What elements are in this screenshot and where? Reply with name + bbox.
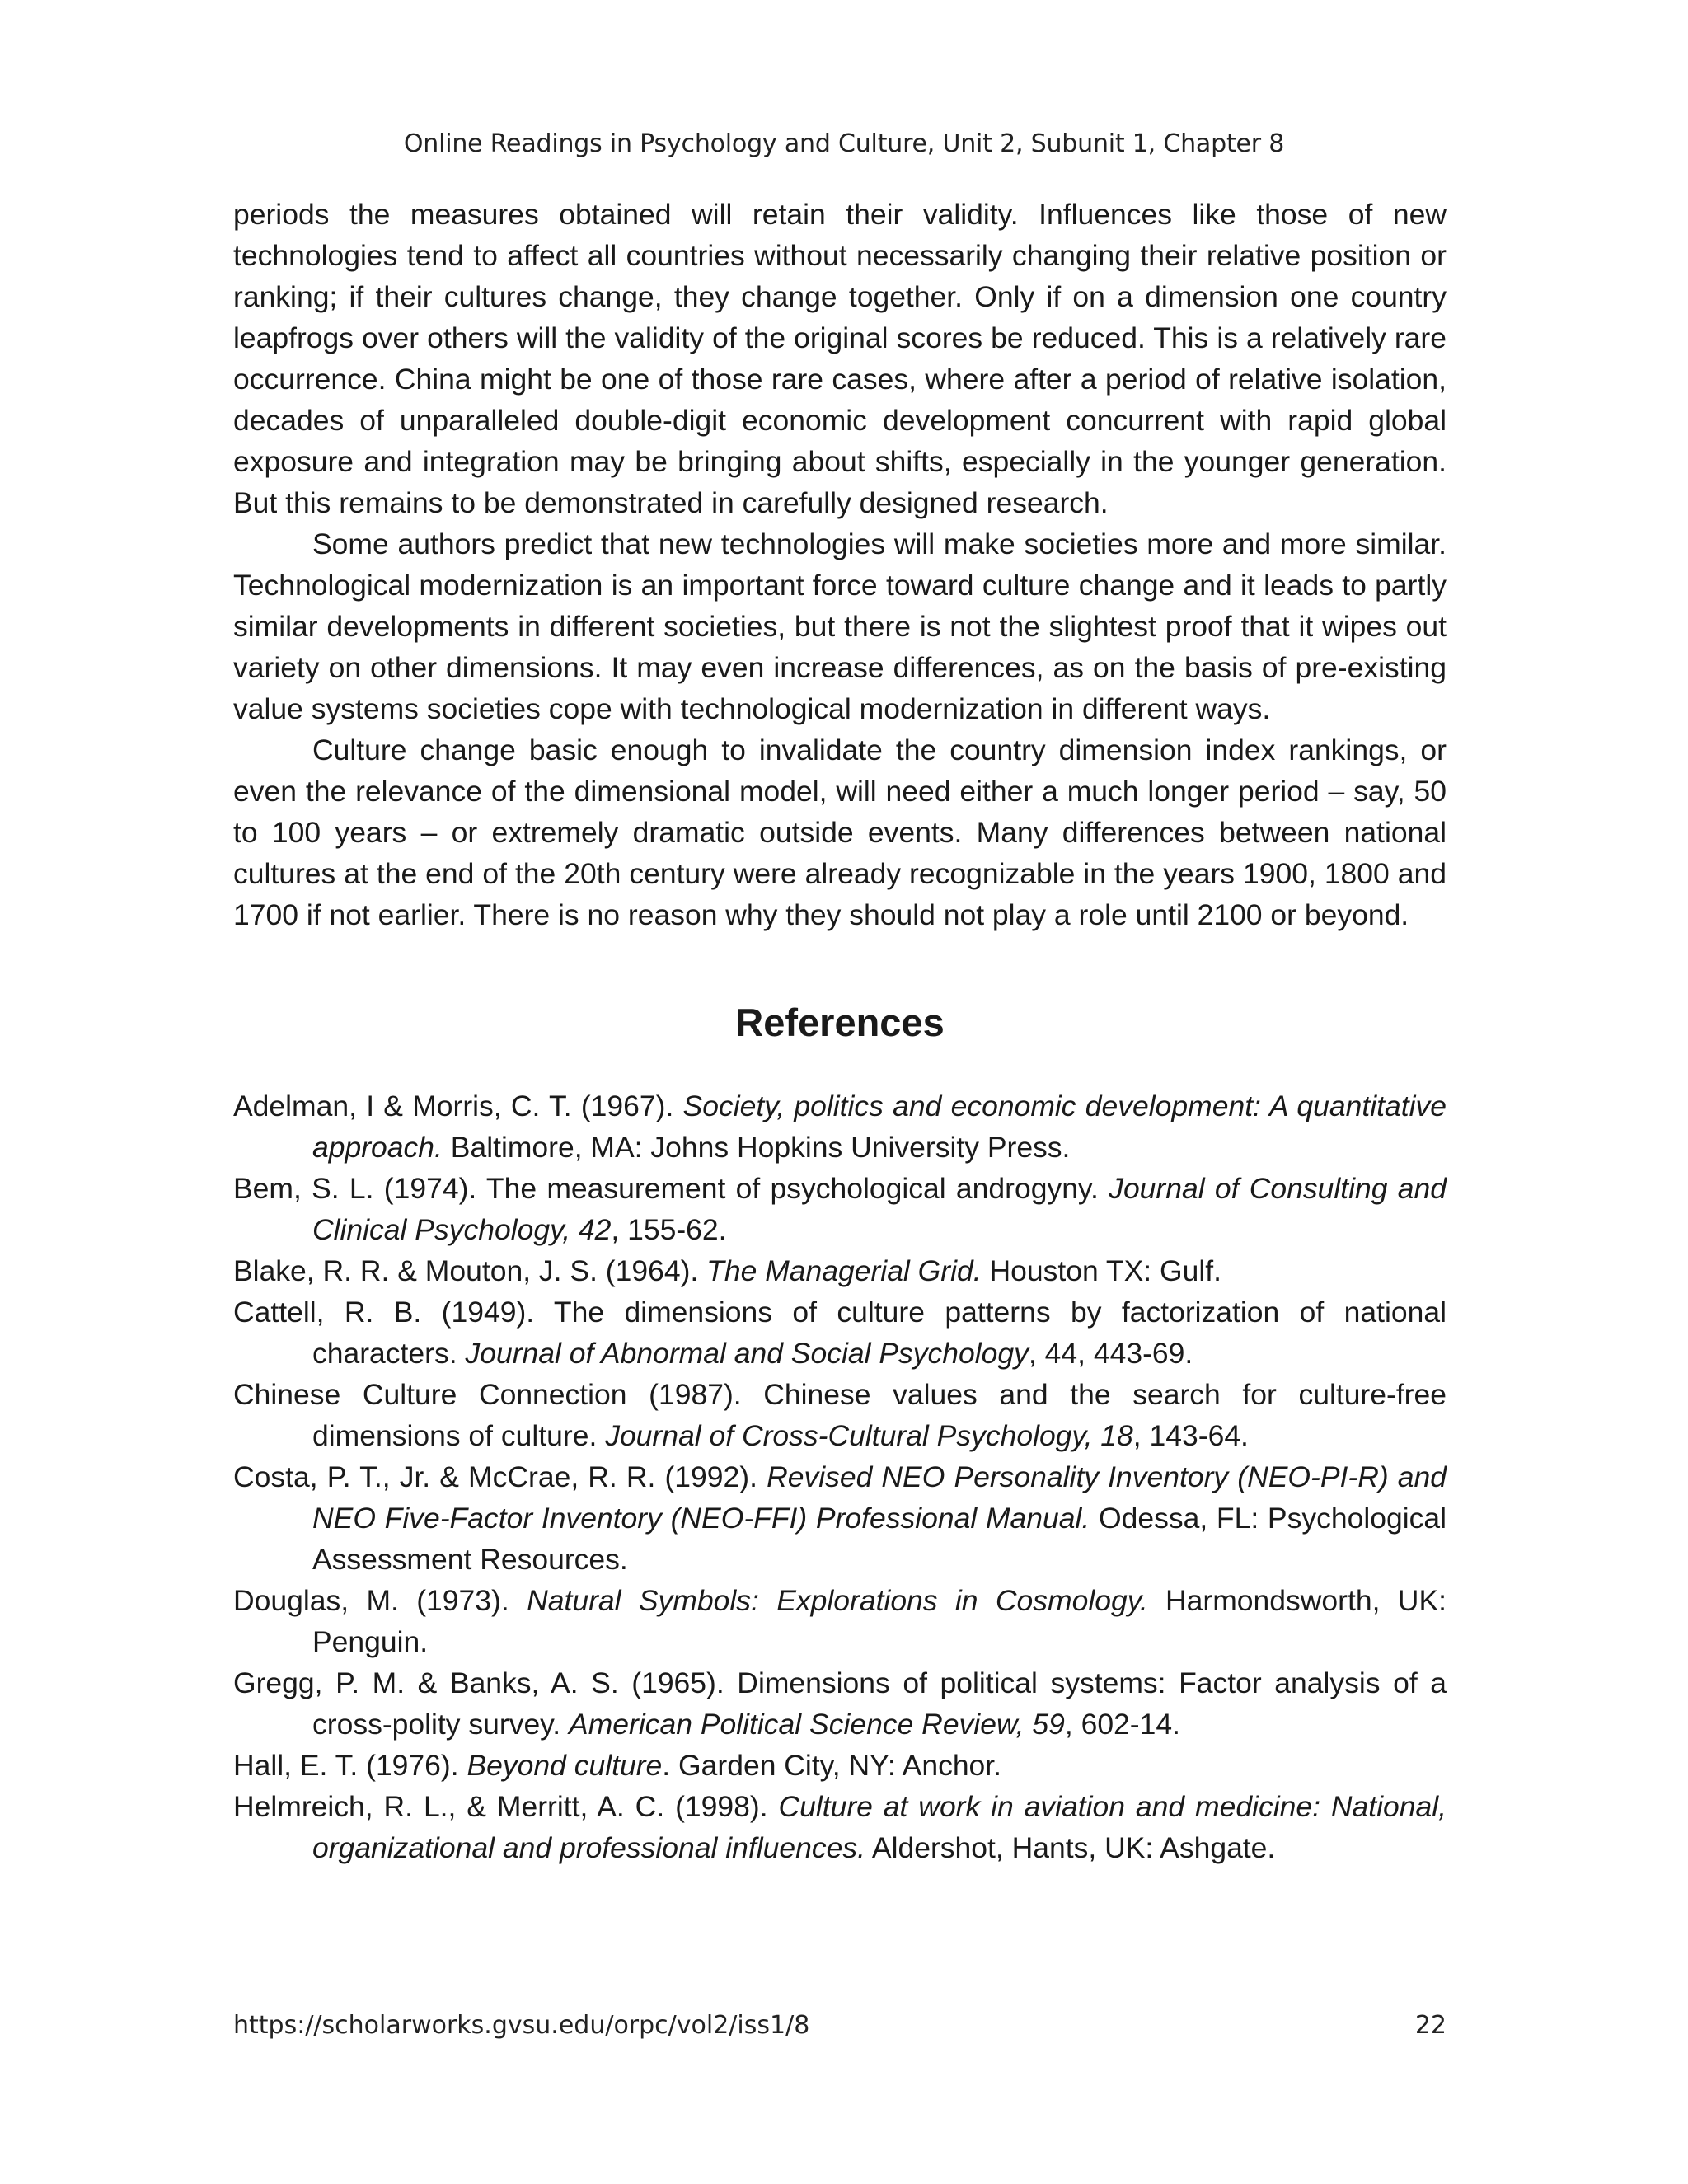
reference-item: Costa, P. T., Jr. & McCrae, R. R. (1992). Revised NEO Personality Inventory (NEO-PI-R) and NEO Five-Factor Inventory (NEO-FFI) Professional Manual. Odessa, FL: Psychological Assessment Resources. [233, 1460, 1447, 1576]
reference-item: Hall, E. T. (1976). Beyond culture. Garden City, NY: Anchor. [233, 1749, 1002, 1782]
reference-item: Chinese Culture Connection (1987). Chinese values and the search for culture-free dimensions of culture. Journal of Cross-Cultural Psychology, 18, 143-64. [233, 1378, 1447, 1452]
reference-item: Bem, S. L. (1974). The measurement of psychological androgyny. Journal of Consulting and Clinical Psychology, 42, 155-62. [233, 1172, 1447, 1246]
body-paragraph: Some authors predict that new technologies will make societies more and more similar. Technological modernization is an important force toward culture change and it leads to partly similar developments in different societies, but there is not the slightest proof that it wipes out variety on other dimensions. It may even increase differences, as on the basis of pre-existing value systems societies cope with technological modernization in different ways. [233, 527, 1447, 725]
body-paragraph: Culture change basic enough to invalidate the country dimension index rankings, or even the relevance of the dimensional model, will need either a much longer period – say, 50 to 100 years – or extremely dramatic outside events. Many differences between national cultures at the end of the 20th century were already recognizable in the years 1900, 1800 and 1700 if not earlier. There is no reason why they should not play a role until 2100 or beyond. [233, 733, 1447, 931]
page-number: 22 [1414, 2011, 1447, 2040]
references-heading: References [735, 1001, 945, 1044]
reference-item: Adelman, I & Morris, C. T. (1967). Society, politics and economic development: A quantitative approach. Baltimore, MA: Johns Hopkins University Press. [233, 1090, 1447, 1164]
reference-list [233, 1085, 1447, 1868]
running-header: Online Readings in Psychology and Culture, Unit 2, Subunit 1, Chapter 8 [403, 129, 1285, 158]
reference-item: Helmreich, R. L., & Merritt, A. C. (1998). Culture at work in aviation and medicine: National, organizational and professional influences. Aldershot, Hants, UK: Ashgate. [233, 1790, 1447, 1864]
page-body [233, 194, 1447, 1868]
reference-item: Cattell, R. B. (1949). The dimensions of culture patterns by factorization of national characters. Journal of Abnormal and Social Psychology, 44, 443-69. [233, 1296, 1447, 1370]
body-paragraph: periods the measures obtained will retain their validity. Influences like those of new technologies tend to affect all countries without necessarily changing their relative position or ranking; if their cultures change, they change together. Only if on a dimension one country leapfrogs over others will the validity of the original scores be reduced. This is a relatively rare occurrence. China might be one of those rare cases, where after a period of relative isolation, decades of unparalleled double-digit economic development concurrent with rapid global exposure and integration may be bringing about shifts, especially in the younger generation. But this remains to be demonstrated in carefully designed research. [233, 198, 1447, 519]
reference-item: Blake, R. R. & Mouton, J. S. (1964). The Managerial Grid. Houston TX: Gulf. [233, 1254, 1221, 1287]
reference-item: Gregg, P. M. & Banks, A. S. (1965). Dimensions of political systems: Factor analysis of a cross-polity survey. American Political Science Review, 59, 602-14. [233, 1666, 1447, 1741]
footer-url[interactable]: https://scholarworks.gvsu.edu/orpc/vol2/iss1/8 [233, 2011, 810, 2040]
reference-item: Douglas, M. (1973). Natural Symbols: Explorations in Cosmology. Harmondsworth, UK: Penguin. [233, 1584, 1447, 1658]
